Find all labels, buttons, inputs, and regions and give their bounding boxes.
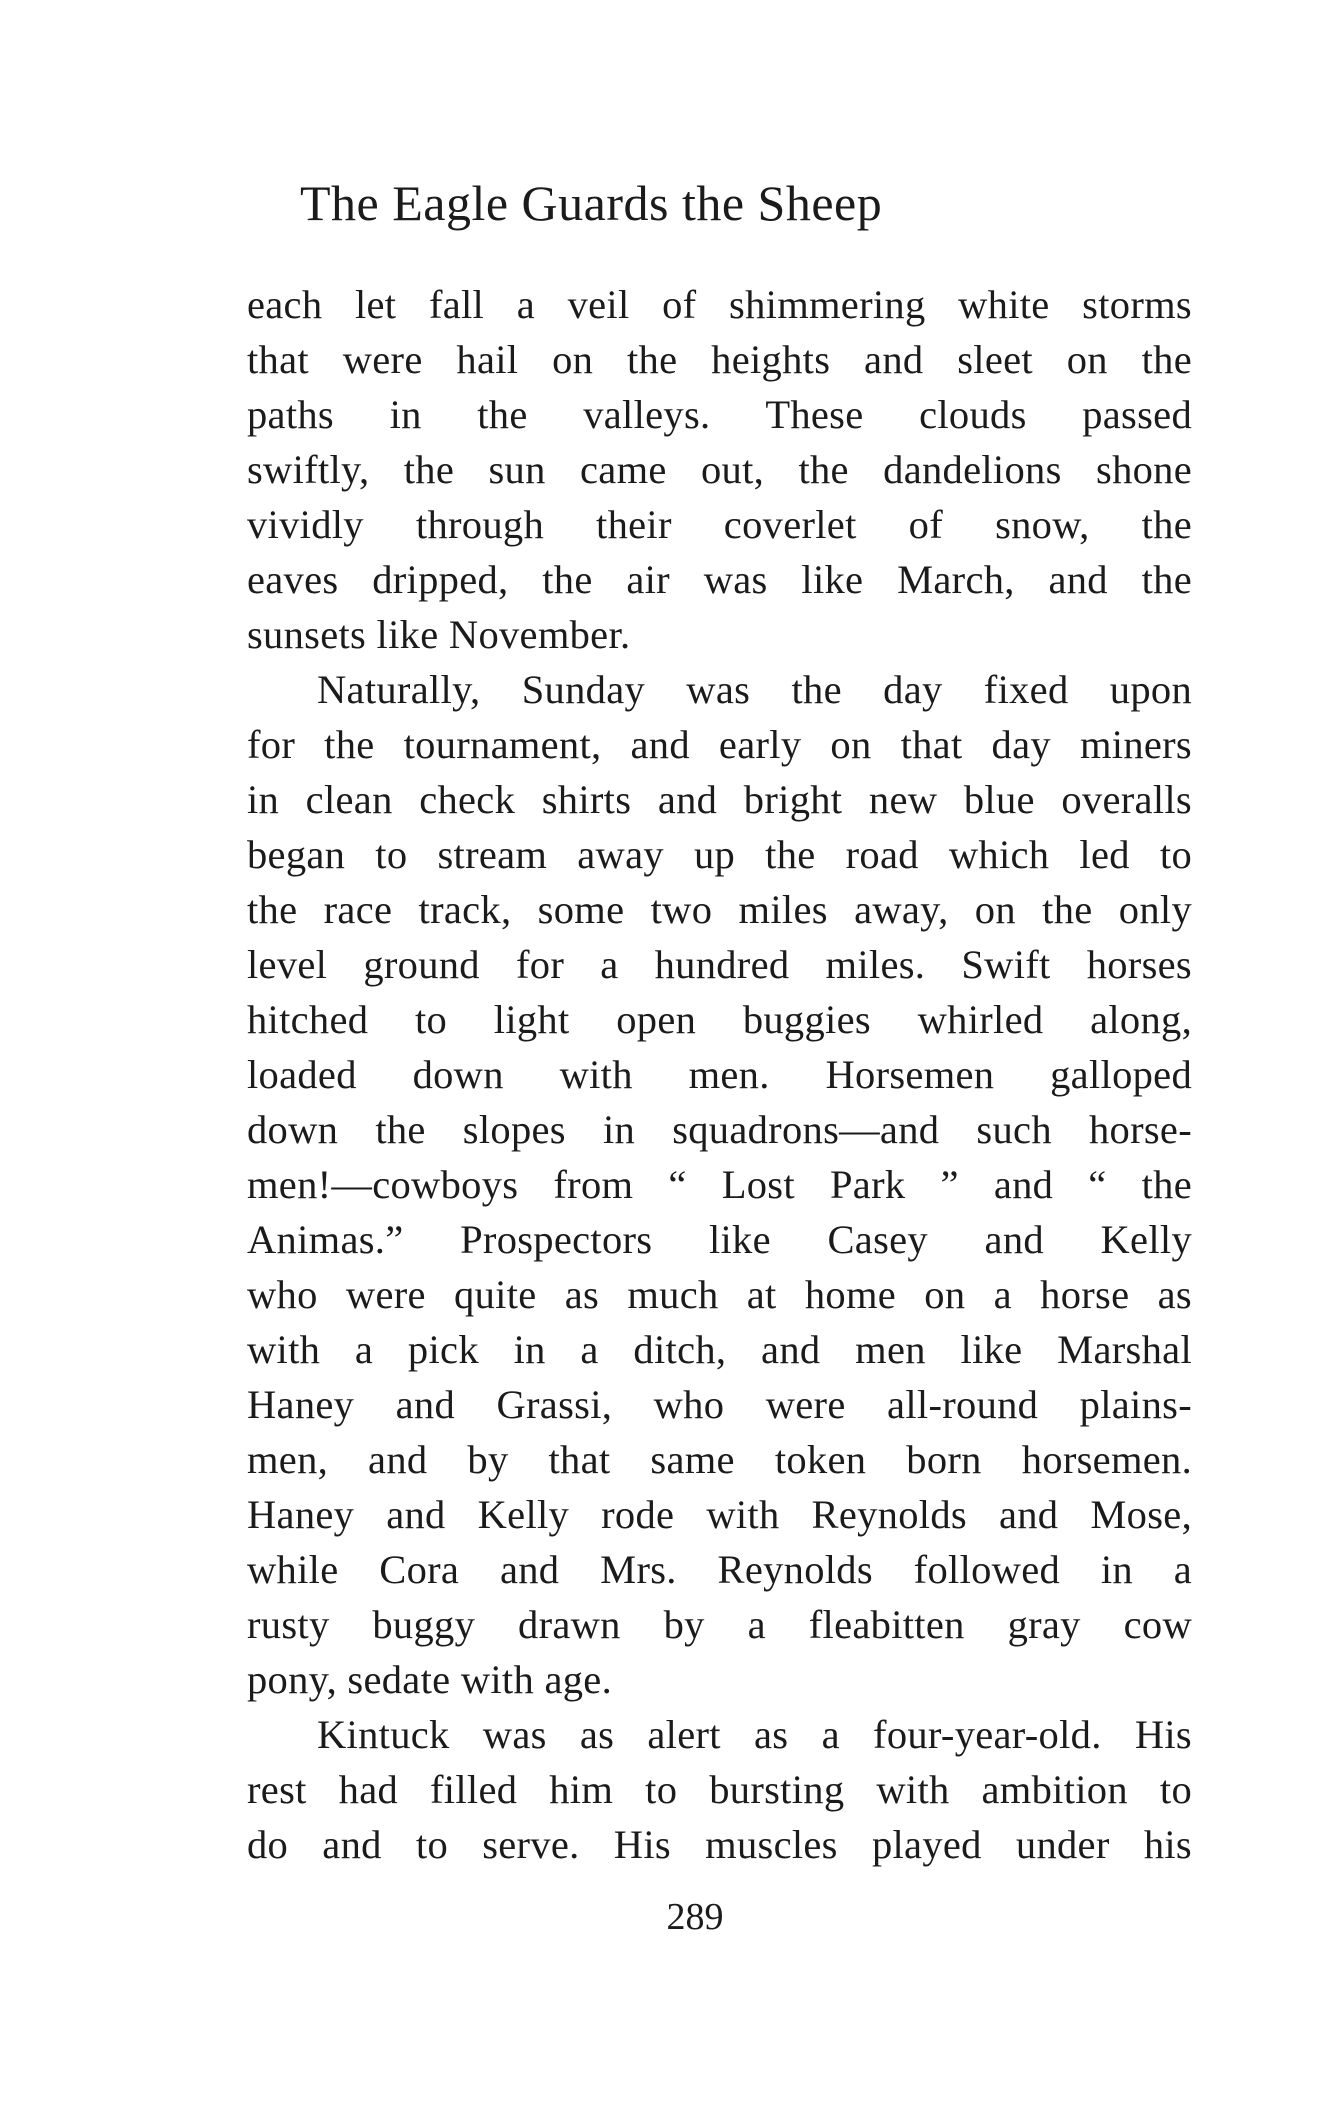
text-line: vividly through their coverlet of snow, the: [247, 502, 1192, 547]
text-line: sunsets like November.: [247, 612, 631, 657]
text-line: loaded down with men. Horsemen galloped: [247, 1052, 1192, 1097]
running-head-title: The Eagle Guards the Sheep: [300, 175, 883, 231]
text-line: level ground for a hundred miles. Swift horses: [247, 942, 1192, 987]
text-line: Haney and Grassi, who were all-round plains-: [247, 1382, 1192, 1427]
paragraph: [247, 1707, 1192, 1872]
text-line: swiftly, the sun came out, the dandelions shone: [247, 447, 1192, 492]
text-line: while Cora and Mrs. Reynolds followed in a: [247, 1547, 1192, 1592]
text-line: Haney and Kelly rode with Reynolds and Mose,: [247, 1492, 1192, 1537]
text-line: that were hail on the heights and sleet on the: [247, 337, 1192, 382]
text-line: down the slopes in squadrons—and such horse-: [247, 1107, 1192, 1152]
text-line: paths in the valleys. These clouds passed: [247, 392, 1192, 437]
text-line: do and to serve. His muscles played under his: [247, 1822, 1192, 1867]
body-text: [247, 277, 1192, 1872]
text-line: rest had filled him to bursting with ambition to: [247, 1767, 1192, 1812]
page-number: 289: [666, 1896, 724, 1938]
text-line: Animas.” Prospectors like Casey and Kelly: [247, 1217, 1192, 1262]
text-line: men!—cowboys from “ Lost Park ” and “ the: [247, 1162, 1192, 1207]
text-line: the race track, some two miles away, on the only: [247, 887, 1192, 932]
paragraph: [247, 662, 1192, 1707]
text-line: Naturally, Sunday was the day fixed upon: [317, 667, 1192, 712]
text-line: each let fall a veil of shimmering white storms: [247, 282, 1192, 327]
text-line: eaves dripped, the air was like March, and the: [247, 557, 1192, 602]
text-line: men, and by that same token born horsemen.: [247, 1437, 1192, 1482]
text-line: rusty buggy drawn by a fleabitten gray cow: [247, 1602, 1192, 1647]
text-line: began to stream away up the road which led to: [247, 832, 1192, 877]
text-line: who were quite as much at home on a horse as: [247, 1272, 1192, 1317]
text-line: pony, sedate with age.: [247, 1657, 612, 1702]
text-line: hitched to light open buggies whirled along,: [247, 997, 1192, 1042]
text-line: in clean check shirts and bright new blue overalls: [247, 777, 1192, 822]
text-line: Kintuck was as alert as a four-year-old. His: [317, 1712, 1192, 1757]
paragraph: [247, 277, 1192, 662]
text-line: for the tournament, and early on that day miners: [247, 722, 1192, 767]
text-line: with a pick in a ditch, and men like Marshal: [247, 1327, 1192, 1372]
